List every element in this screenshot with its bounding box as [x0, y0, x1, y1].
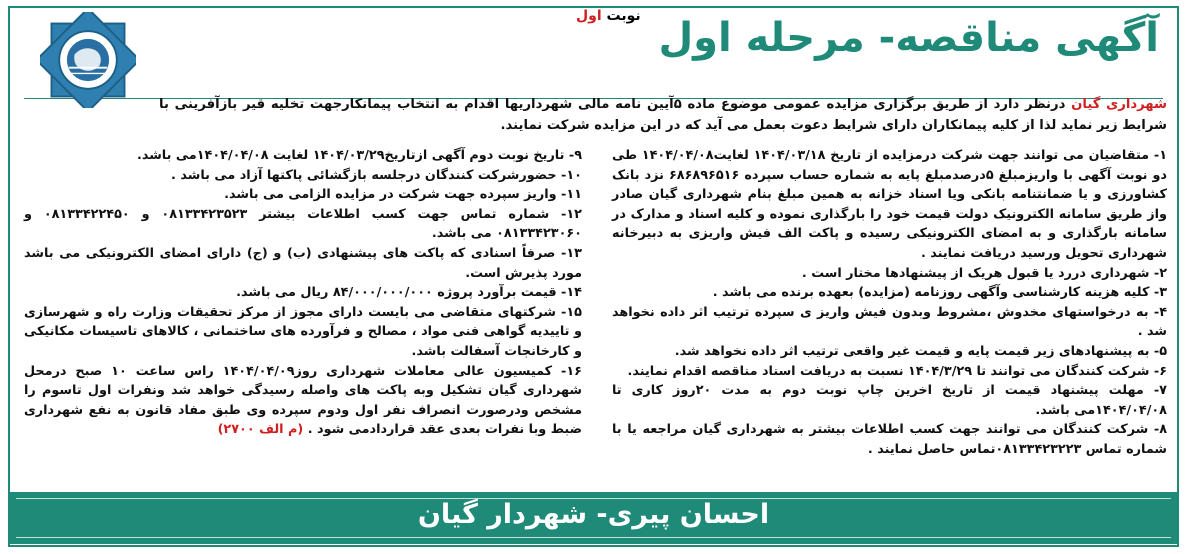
- condition-item: ۱۴- قیمت برآورد پروژه ۸۴/۰۰۰/۰۰۰/۰۰۰ ریال می باشد.: [236, 285, 582, 301]
- condition-item: ۴- به درخواستهای مخدوش ،مشروط وبدون فیش واریز ی سپرده ترتیب اثر داده نخواهد شد .: [612, 304, 1167, 340]
- conditions-column-left: [24, 146, 582, 440]
- condition-item: ۱۲- شماره تماس جهت کسب اطلاعات بیشتر ۰۸۱۳۳۴۲۳۵۲۳ و ۰۸۱۳۳۴۲۲۴۵۰ و ۰۸۱۳۳۴۲۳۰۶۰ می باشد.: [24, 206, 582, 242]
- condition-item-with-reference: [24, 362, 582, 440]
- condition-item: ۳- کلیه هزینه کارشناسی وآگهی روزنامه (مزایده) بعهده برنده می باشد .: [712, 285, 1167, 301]
- turn-value: اول: [576, 8, 602, 24]
- condition-item: ۹- تاریخ نوبت دوم آگهی ازتاریخ۱۴۰۴/۰۳/۲۹ لغایت ۱۴۰۴/۰۴/۰۸می باشد.: [136, 148, 582, 163]
- condition-item: ۵- به پیشنهادهای زیر قیمت پایه و قیمت غیر واقعی ترتیب اثر داده نخواهد شد.: [674, 343, 1167, 359]
- organization-name: شهرداری گیان: [1071, 97, 1167, 112]
- signature-banner: [10, 492, 1177, 544]
- mayor-signature: احسان پیری- شهردار گیان: [417, 499, 770, 530]
- notice-title: آگهی مناقصه- مرحله اول: [658, 15, 1159, 61]
- condition-item: ۱۶- کمیسیون عالی معاملات شهرداری روز۱۴۰۴/۰۴/۰۹ راس ساعت ۱۰ صبح درمحل شهرداری گیان تشکیل وبه پاکت های واصله رسیدگی خواهد شد ونفرات اول تاسوم را مشخص ودرصورت انصراف نفر اول ودوم سپرده وی طبق مفاد قانون به نفع شهرداری ضبط وبا نفرات بعدی عقد قراردادمی شود .: [24, 363, 582, 438]
- turn-badge: [576, 8, 641, 24]
- intro-text: درنظر دارد از طریق برگزاری مزایده عمومی موضوع ماده ۵آیین نامه مالی شهرداریها اقدام به انتخاب پیمانکارجهت تخلیه قیر بازآفرینی با شرایط زیر نماید لذا از کلیه پیمانکاران دارای شرایط دعوت بعمل می آید که در این مزایده شرکت نمایند.: [159, 97, 1167, 133]
- condition-item: ۱۱- واریز سپرده جهت شرکت در مزایده الزامی می باشد.: [224, 187, 582, 203]
- turn-prefix: نوبت: [601, 8, 641, 24]
- condition-item: ۱- متقاضیان می توانند جهت شرکت درمزایده از تاریخ ۱۴۰۴/۰۳/۱۸ لغایت۱۴۰۴/۰۴/۰۸ طی دو نوبت آگهی با واریزمبلغ ۵درصدمبلغ پایه به شماره حساب سپرده ۶۸۶۸۹۶۵۱۶ نزد بانک کشاورزی و یا ضمانتنامه بانکی ویا اسناد خزانه به همین مبلغ بنام شهرداری گیان صادر واز طریق سامانه الکترونیک دولت قیمت خود را بارگذاری نموده و کلیه اسناد و مدارک در سامانه بارگذاری و به امضای الکترونیکی رسیده و پاکت الف فیش واریزی به دبیرخانه شهرداری تحویل ورسید دریافت نمایند .: [612, 148, 1168, 261]
- condition-item: ۷- مهلت پیشنهاد قیمت از تاریخ اخرین چاپ نوبت دوم به مدت ۲۰روز کاری تا ۱۴۰۴/۰۴/۰۸می باشد.: [612, 383, 1167, 418]
- condition-item: ۶- شرکت کنندگان می توانند تا ۱۴۰۴/۳/۲۹ نسبت به دریافت اسناد مناقصه اقدام نمایند.: [627, 363, 1167, 379]
- condition-item: ۱۰- حضورشرکت کنندگان درجلسه بازگشائی پاکتها آزاد می باشد .: [171, 167, 582, 183]
- condition-item: ۱۳- صرفاً اسنادی که پاکت های پیشنهادی (ب) و (ج) دارای امضای الکترونیکی می باشد مورد پذیرش است.: [24, 245, 582, 281]
- municipality-emblem-icon: [40, 12, 136, 108]
- conditions-column-right: [612, 146, 1167, 460]
- intro-paragraph: [159, 94, 1167, 136]
- condition-item: ۲- شهرداری دررد یا قبول هریک از پیشنهادها مختار است .: [801, 265, 1167, 281]
- condition-item: ۸- شرکت کنندگان می توانند جهت کسب اطلاعات بیشتر به شهرداری گیان مراجعه یا با شماره تماس ۰۸۱۳۳۴۲۳۲۲۳تماس حاصل نمایند .: [612, 422, 1167, 457]
- reference-code: (م الف ۲۷۰۰): [217, 422, 304, 438]
- condition-item: ۱۵- شرکتهای متقاضی می بایست دارای مجوز از مرکز تحقیقات وزارت راه و شهرسازی و تاییدیه گواهی فنی مواد ، مصالح و فرآورده های ساختمانی ، کالاهای تاسیسات مکانیکی و کارخانجات آسفالت باشد.: [24, 304, 582, 359]
